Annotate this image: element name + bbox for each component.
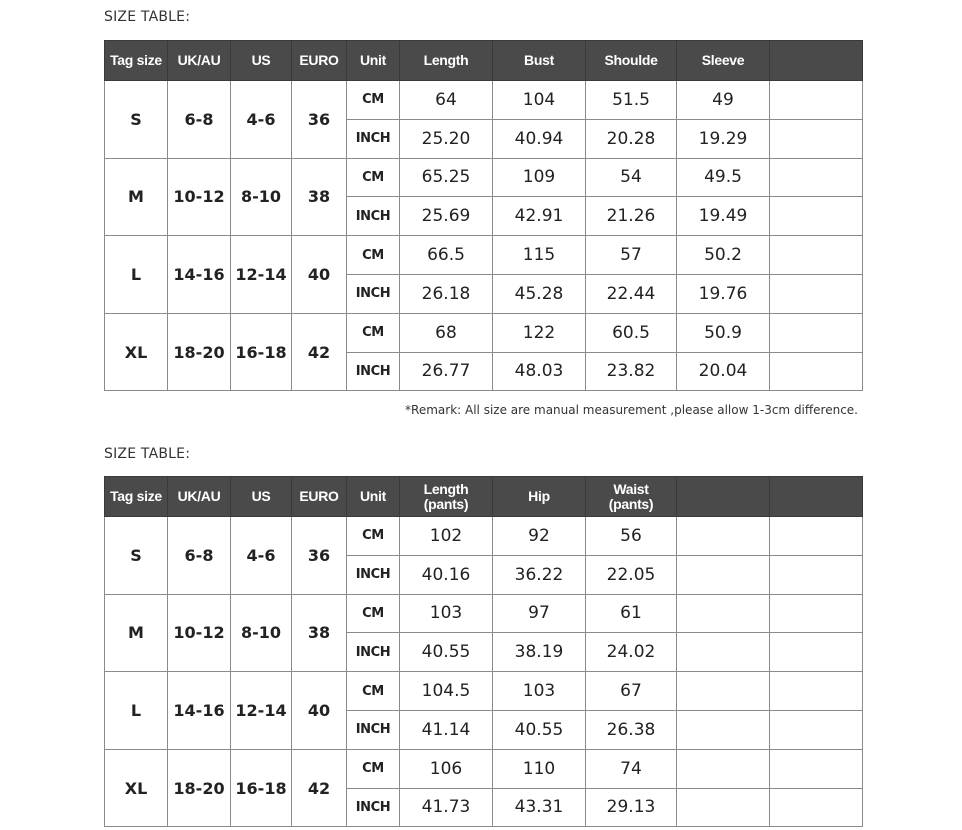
measure-cell bbox=[770, 633, 863, 672]
us-cell: 8-10 bbox=[231, 594, 292, 672]
table-row bbox=[105, 81, 863, 120]
measure-cell bbox=[677, 749, 770, 788]
measure-cell: 40.16 bbox=[400, 555, 493, 594]
remark-note: *Remark: All size are manual measurement ,please allow 1-3cm difference. bbox=[405, 403, 858, 417]
measure-cell: 40.55 bbox=[400, 633, 493, 672]
column-header-line: (pants) bbox=[423, 495, 469, 512]
measure-cell: 49.5 bbox=[677, 158, 770, 197]
measure-cell: 104.5 bbox=[400, 672, 493, 711]
euro-cell: 40 bbox=[292, 672, 347, 750]
measure-cell: 66.5 bbox=[400, 236, 493, 275]
column-header: Unit bbox=[347, 41, 400, 81]
measure-cell: 56 bbox=[586, 517, 677, 556]
column-header-line: Length bbox=[423, 480, 469, 497]
tag-size-cell: S bbox=[105, 517, 168, 595]
measure-cell bbox=[677, 672, 770, 711]
measure-cell: 103 bbox=[493, 672, 586, 711]
euro-cell: 42 bbox=[292, 313, 347, 391]
measure-cell: 102 bbox=[400, 517, 493, 556]
euro-cell: 36 bbox=[292, 81, 347, 159]
euro-cell: 38 bbox=[292, 158, 347, 236]
measure-cell bbox=[770, 788, 863, 827]
measure-cell bbox=[677, 788, 770, 827]
euro-cell: 40 bbox=[292, 236, 347, 314]
unit-cell: INCH bbox=[347, 710, 400, 749]
column-header bbox=[677, 477, 770, 517]
us-cell: 16-18 bbox=[231, 313, 292, 391]
measure-cell: 21.26 bbox=[586, 197, 677, 236]
column-header: Hip bbox=[493, 477, 586, 517]
measure-cell: 36.22 bbox=[493, 555, 586, 594]
column-header bbox=[586, 477, 677, 517]
unit-cell: INCH bbox=[347, 555, 400, 594]
measure-cell: 54 bbox=[586, 158, 677, 197]
unit-cell: INCH bbox=[347, 197, 400, 236]
section-title-tops: SIZE TABLE: bbox=[104, 9, 191, 25]
uk-au-cell: 14-16 bbox=[168, 236, 231, 314]
column-header: Bust bbox=[493, 41, 586, 81]
measure-cell bbox=[770, 594, 863, 633]
size-table-pants bbox=[104, 476, 863, 827]
column-header bbox=[400, 477, 493, 517]
measure-cell bbox=[677, 555, 770, 594]
table-row bbox=[105, 749, 863, 788]
empty-cell bbox=[770, 158, 863, 197]
euro-cell: 38 bbox=[292, 594, 347, 672]
column-header: UK/AU bbox=[168, 41, 231, 81]
unit-cell: CM bbox=[347, 749, 400, 788]
table-row bbox=[105, 158, 863, 197]
empty-cell bbox=[770, 81, 863, 120]
measure-cell: 65.25 bbox=[400, 158, 493, 197]
tag-size-cell: L bbox=[105, 236, 168, 314]
measure-cell: 106 bbox=[400, 749, 493, 788]
column-header: US bbox=[231, 41, 292, 81]
tag-size-cell: XL bbox=[105, 313, 168, 391]
measure-cell: 42.91 bbox=[493, 197, 586, 236]
column-header-line: (pants) bbox=[608, 495, 654, 512]
measure-cell: 92 bbox=[493, 517, 586, 556]
tag-size-cell: XL bbox=[105, 749, 168, 827]
table-body bbox=[105, 517, 863, 827]
column-header: US bbox=[231, 477, 292, 517]
unit-cell: CM bbox=[347, 594, 400, 633]
column-header: Length bbox=[400, 41, 493, 81]
tag-size-cell: L bbox=[105, 672, 168, 750]
measure-cell: 20.04 bbox=[677, 352, 770, 391]
us-cell: 4-6 bbox=[231, 81, 292, 159]
uk-au-cell: 6-8 bbox=[168, 81, 231, 159]
uk-au-cell: 14-16 bbox=[168, 672, 231, 750]
us-cell: 12-14 bbox=[231, 672, 292, 750]
unit-cell: CM bbox=[347, 517, 400, 556]
measure-cell: 50.9 bbox=[677, 313, 770, 352]
column-header: EURO bbox=[292, 477, 347, 517]
column-header: EURO bbox=[292, 41, 347, 81]
measure-cell: 20.28 bbox=[586, 119, 677, 158]
measure-cell bbox=[677, 633, 770, 672]
measure-cell: 64 bbox=[400, 81, 493, 120]
measure-cell: 109 bbox=[493, 158, 586, 197]
empty-cell bbox=[770, 236, 863, 275]
measure-cell: 26.18 bbox=[400, 274, 493, 313]
empty-cell bbox=[770, 313, 863, 352]
size-table-tops bbox=[104, 40, 863, 391]
measure-cell: 68 bbox=[400, 313, 493, 352]
us-cell: 8-10 bbox=[231, 158, 292, 236]
measure-cell bbox=[677, 594, 770, 633]
table-row bbox=[105, 236, 863, 275]
measure-cell: 41.14 bbox=[400, 710, 493, 749]
measure-cell: 61 bbox=[586, 594, 677, 633]
uk-au-cell: 10-12 bbox=[168, 594, 231, 672]
measure-cell: 51.5 bbox=[586, 81, 677, 120]
measure-cell: 60.5 bbox=[586, 313, 677, 352]
uk-au-cell: 18-20 bbox=[168, 313, 231, 391]
measure-cell: 22.05 bbox=[586, 555, 677, 594]
measure-cell: 48.03 bbox=[493, 352, 586, 391]
measure-cell bbox=[770, 517, 863, 556]
column-header-line: Waist bbox=[613, 480, 649, 497]
measure-cell bbox=[770, 672, 863, 711]
measure-cell: 40.55 bbox=[493, 710, 586, 749]
table-body bbox=[105, 81, 863, 391]
unit-cell: INCH bbox=[347, 352, 400, 391]
uk-au-cell: 10-12 bbox=[168, 158, 231, 236]
measure-cell: 50.2 bbox=[677, 236, 770, 275]
measure-cell: 29.13 bbox=[586, 788, 677, 827]
measure-cell: 67 bbox=[586, 672, 677, 711]
table-row bbox=[105, 672, 863, 711]
measure-cell bbox=[770, 710, 863, 749]
measure-cell bbox=[770, 555, 863, 594]
measure-cell: 19.49 bbox=[677, 197, 770, 236]
measure-cell bbox=[770, 749, 863, 788]
tag-size-cell: M bbox=[105, 158, 168, 236]
measure-cell: 26.38 bbox=[586, 710, 677, 749]
measure-cell: 40.94 bbox=[493, 119, 586, 158]
measure-cell: 24.02 bbox=[586, 633, 677, 672]
unit-cell: INCH bbox=[347, 274, 400, 313]
measure-cell: 103 bbox=[400, 594, 493, 633]
column-header: UK/AU bbox=[168, 477, 231, 517]
us-cell: 12-14 bbox=[231, 236, 292, 314]
header-row bbox=[105, 477, 863, 517]
column-header: Shoulde bbox=[586, 41, 677, 81]
tag-size-cell: M bbox=[105, 594, 168, 672]
measure-cell: 26.77 bbox=[400, 352, 493, 391]
measure-cell: 74 bbox=[586, 749, 677, 788]
measure-cell: 43.31 bbox=[493, 788, 586, 827]
column-header: Sleeve bbox=[677, 41, 770, 81]
measure-cell: 110 bbox=[493, 749, 586, 788]
measure-cell: 122 bbox=[493, 313, 586, 352]
header-row bbox=[105, 41, 863, 81]
column-header bbox=[770, 41, 863, 81]
measure-cell: 49 bbox=[677, 81, 770, 120]
column-header: Tag size bbox=[105, 41, 168, 81]
empty-cell bbox=[770, 197, 863, 236]
unit-cell: INCH bbox=[347, 788, 400, 827]
unit-cell: INCH bbox=[347, 119, 400, 158]
measure-cell: 115 bbox=[493, 236, 586, 275]
empty-cell bbox=[770, 352, 863, 391]
empty-cell bbox=[770, 119, 863, 158]
us-cell: 16-18 bbox=[231, 749, 292, 827]
euro-cell: 42 bbox=[292, 749, 347, 827]
unit-cell: CM bbox=[347, 672, 400, 711]
measure-cell: 19.76 bbox=[677, 274, 770, 313]
unit-cell: CM bbox=[347, 81, 400, 120]
column-header: Unit bbox=[347, 477, 400, 517]
us-cell: 4-6 bbox=[231, 517, 292, 595]
measure-cell: 19.29 bbox=[677, 119, 770, 158]
measure-cell: 41.73 bbox=[400, 788, 493, 827]
table-row bbox=[105, 313, 863, 352]
unit-cell: CM bbox=[347, 236, 400, 275]
empty-cell bbox=[770, 274, 863, 313]
measure-cell: 57 bbox=[586, 236, 677, 275]
uk-au-cell: 18-20 bbox=[168, 749, 231, 827]
column-header bbox=[770, 477, 863, 517]
measure-cell: 45.28 bbox=[493, 274, 586, 313]
unit-cell: CM bbox=[347, 313, 400, 352]
measure-cell: 38.19 bbox=[493, 633, 586, 672]
measure-cell: 22.44 bbox=[586, 274, 677, 313]
uk-au-cell: 6-8 bbox=[168, 517, 231, 595]
measure-cell: 23.82 bbox=[586, 352, 677, 391]
table-row bbox=[105, 594, 863, 633]
measure-cell: 97 bbox=[493, 594, 586, 633]
euro-cell: 36 bbox=[292, 517, 347, 595]
tag-size-cell: S bbox=[105, 81, 168, 159]
measure-cell: 104 bbox=[493, 81, 586, 120]
measure-cell: 25.69 bbox=[400, 197, 493, 236]
measure-cell: 25.20 bbox=[400, 119, 493, 158]
unit-cell: CM bbox=[347, 158, 400, 197]
measure-cell bbox=[677, 710, 770, 749]
unit-cell: INCH bbox=[347, 633, 400, 672]
column-header: Tag size bbox=[105, 477, 168, 517]
measure-cell bbox=[677, 517, 770, 556]
table-row bbox=[105, 517, 863, 556]
section-title-pants: SIZE TABLE: bbox=[104, 446, 191, 462]
